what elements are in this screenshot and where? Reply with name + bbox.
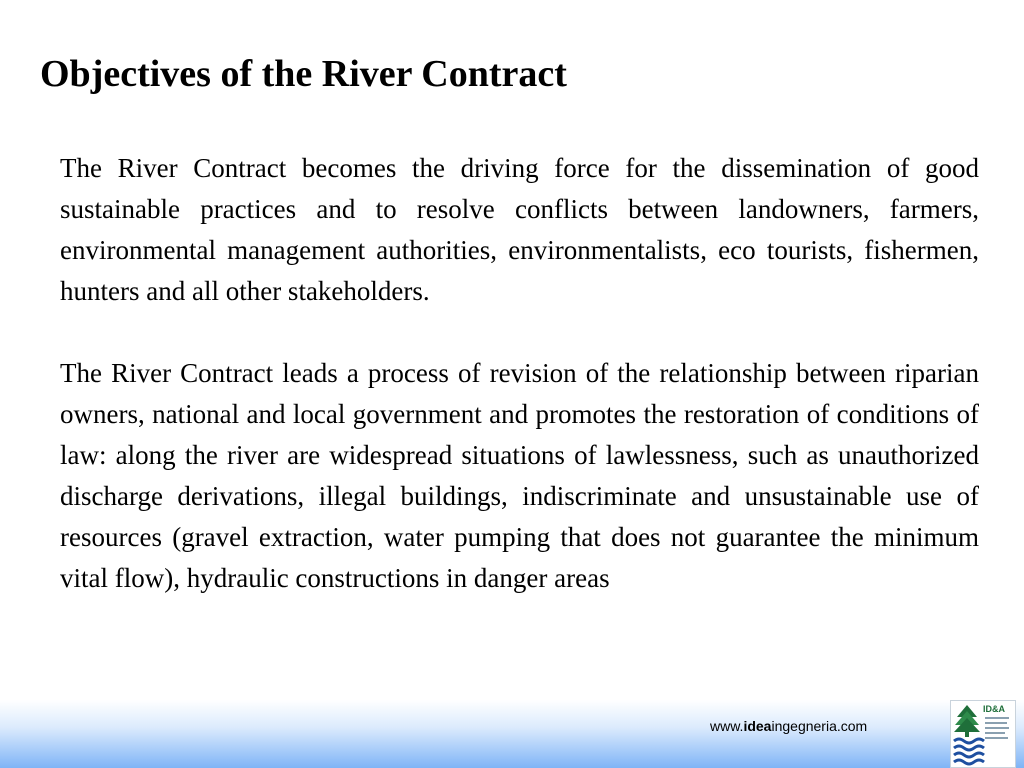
slide-body: [60, 148, 979, 599]
url-prefix: www.: [710, 718, 744, 734]
paragraph-2: The River Contract leads a process of revision of the relationship between riparian owners, national and local government and promotes the restoration of conditions of law: along the river are widespread situations of lawlessness, such as unauthorized discharge derivations, illegal buildings, indiscriminate and unsustainable use of resources (gravel extraction, water pumping that does not guarantee the minimum vital flow), hydraulic constructions in danger areas: [60, 358, 979, 593]
company-logo: [950, 700, 1016, 768]
url-suffix: ingegneria.com: [771, 718, 868, 734]
logo-text: ID&A: [983, 704, 1005, 714]
footer-band: [0, 700, 1024, 768]
url-brand: idea: [743, 718, 772, 734]
paragraph-1: The River Contract becomes the driving force for the dissemination of good sustainable practices and to resolve conflicts between landowners, farmers, environmental management authorities, environmentalists, eco tourists, fishermen, hunters and all other stakeholders.: [60, 153, 979, 306]
slide-title: Objectives of the River Contract: [40, 53, 567, 95]
footer-url[interactable]: [710, 717, 867, 735]
